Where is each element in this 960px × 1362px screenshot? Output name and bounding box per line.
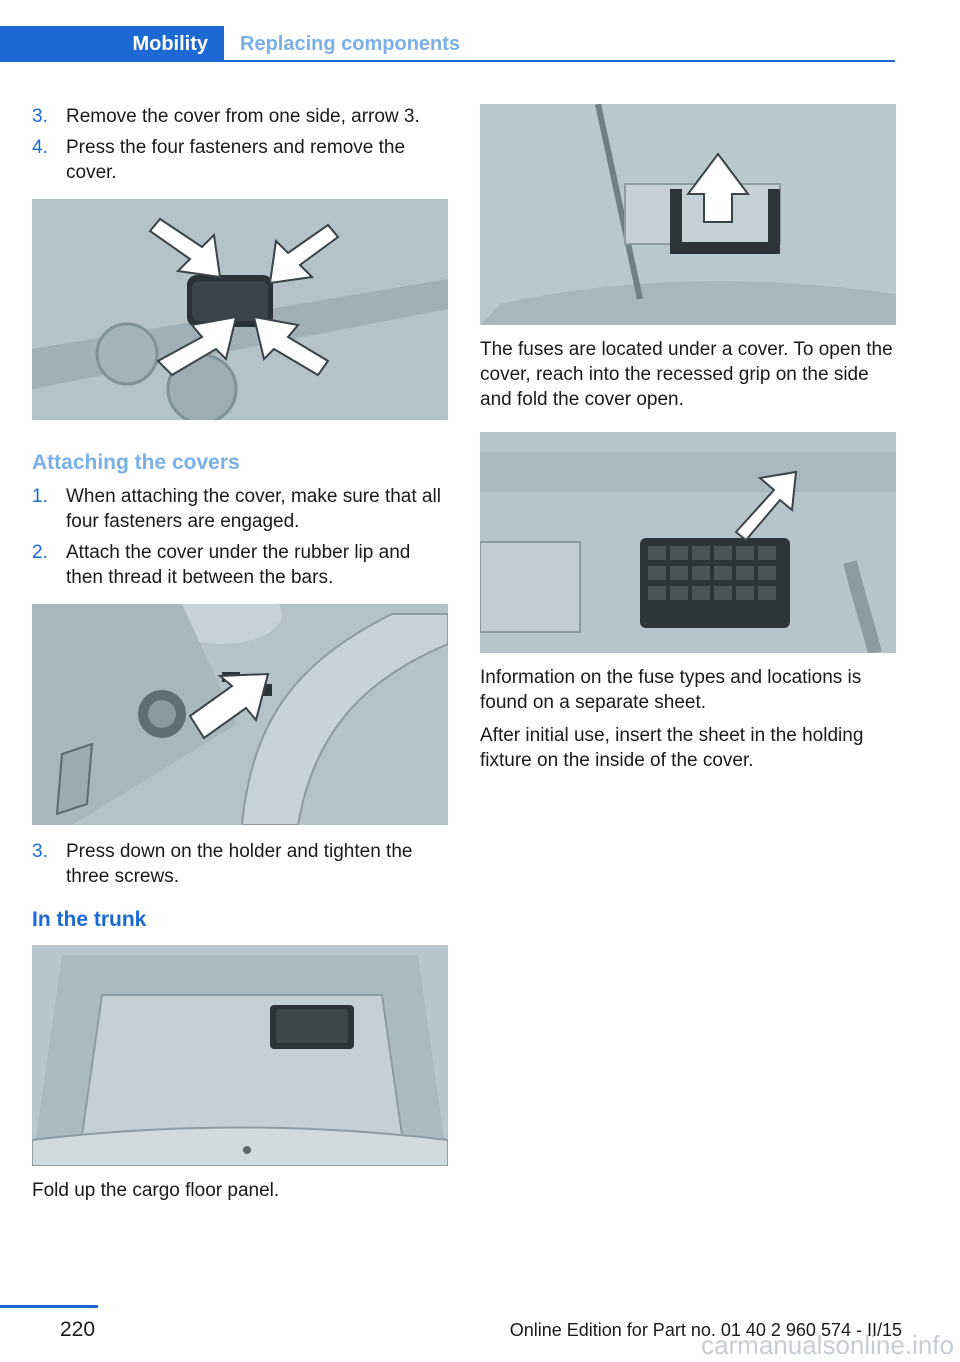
right-column [480,104,896,781]
step-text: Press down on the holder and tighten the three screws. [66,841,413,887]
header-tab-bar [0,26,895,62]
tab-replacing-components[interactable]: Replacing components [240,33,461,55]
edition-footer: Online Edition for Part no. 01 40 2 960 574 - II/15 [509,1320,902,1340]
footer-rule [0,1305,98,1308]
left-column [32,104,448,1211]
tab-mobility[interactable]: Mobility [0,26,224,62]
engine-cover-photo [32,199,448,420]
trunk-instruction: Fold up the cargo floor panel. [32,1180,280,1201]
trunk-photo [32,945,448,1166]
steps-screws-list [32,839,448,889]
step-text: Press the four fasteners and remove the cover. [66,137,406,183]
fuse-box-photo [480,432,896,653]
step-text: Remove the cover from one side, arrow 3. [66,106,420,127]
steps-attach-list [32,484,448,590]
heading-in-the-trunk: In the trunk [32,908,147,931]
page-number: 220 [60,1318,96,1341]
list-item [32,484,448,534]
cargo-floor-photo [480,104,896,325]
list-item [32,839,448,889]
rubber-lip-photo [32,604,448,825]
list-item [32,135,448,185]
heading-attaching-covers: Attaching the covers [32,451,240,474]
fuse-info-paragraph: Information on the fuse types and locations is found on a separate sheet. [480,667,862,713]
watermark: carmanualsonline.info [701,1330,954,1360]
step-number: 3. [32,841,48,862]
step-text: When attaching the cover, make sure that all four fasteners are engaged. [66,486,441,532]
list-item [32,104,448,129]
step-number: 4. [32,137,48,158]
sheet-insert-paragraph: After initial use, insert the sheet in the holding fixture on the inside of the cover. [480,725,864,771]
step-text: Attach the cover under the rubber lip and then thread it between the bars. [66,542,411,588]
steps-remove-list [32,104,448,185]
step-number: 3. [32,106,48,127]
step-number: 1. [32,486,48,507]
header-rule [0,60,895,62]
list-item [32,540,448,590]
fuse-cover-paragraph: The fuses are located under a cover. To open the cover, reach into the recessed grip on the side and fold the cover open. [480,339,893,410]
step-number: 2. [32,542,48,563]
